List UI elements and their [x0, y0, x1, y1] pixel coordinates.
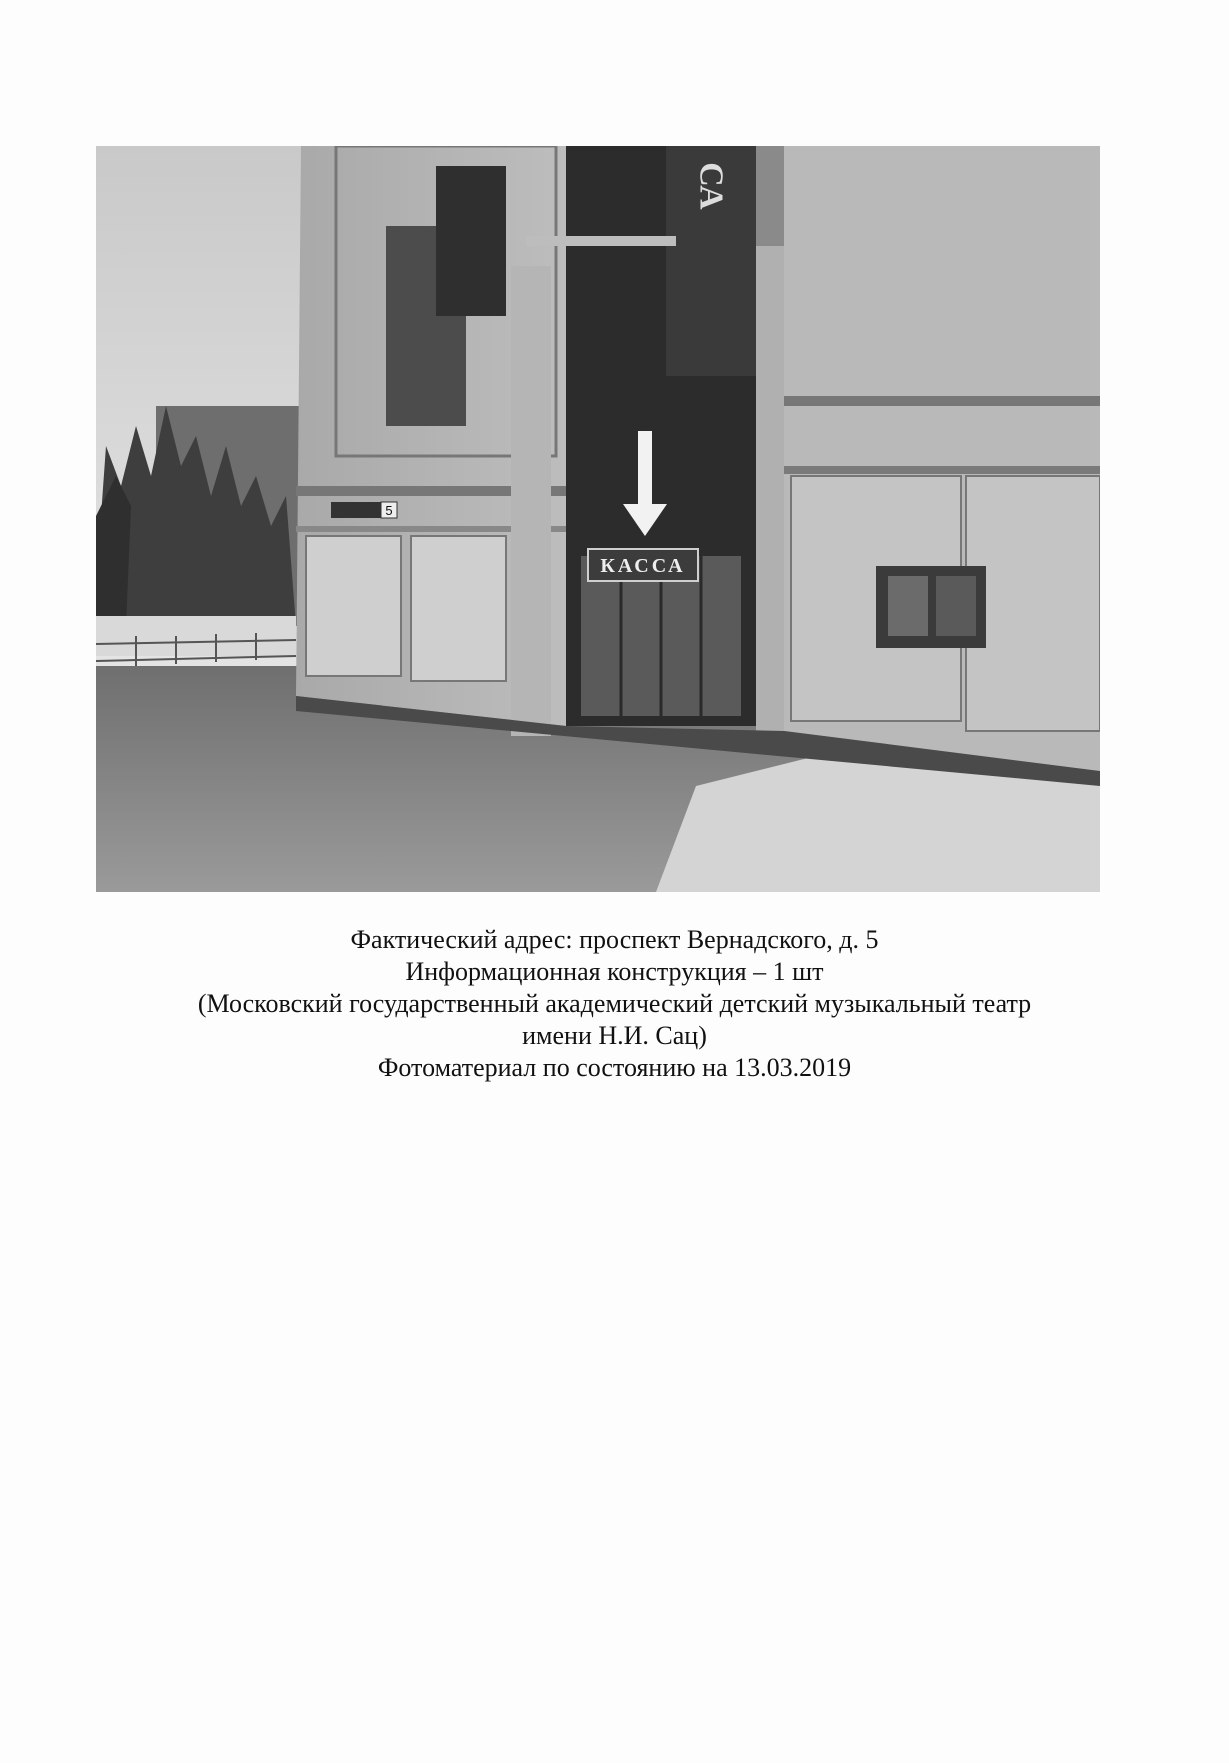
right-wall-band [784, 396, 1100, 406]
right-panel-2 [966, 476, 1100, 731]
pillar-right [756, 246, 784, 736]
caption-organization: (Московский государственный академический детский музыкальный театр [197, 989, 1032, 1018]
crossbar [526, 236, 676, 246]
caption-photo-date: Фотоматериал по состоянию на 13.03.2019 [377, 1053, 852, 1082]
caption-address: Фактический адрес: проспект Вернадского, д. 5 [350, 925, 879, 954]
caption-organization-name: имени Н.И. Сац) [522, 1021, 707, 1050]
wall-panel-lower-left [306, 536, 401, 676]
hanging-sign-dark [436, 166, 506, 316]
wall-panel-lower-mid [411, 536, 506, 681]
kassa-sign-text: КАССА [600, 555, 686, 577]
building-photo [96, 146, 1100, 892]
banner-letters: СА [692, 162, 730, 210]
right-wall-band-2 [784, 466, 1100, 474]
info-poster-1 [888, 576, 928, 636]
building-photo-drawing [96, 146, 1100, 892]
photo-caption [0, 924, 1229, 1084]
caption-construction-count: Информационная конструкция – 1 шт [405, 957, 824, 986]
info-poster-2 [936, 576, 976, 636]
snow-bank [96, 616, 296, 656]
street-plate [331, 502, 381, 518]
house-number: 5 [385, 503, 393, 518]
pillar-left [511, 266, 551, 736]
